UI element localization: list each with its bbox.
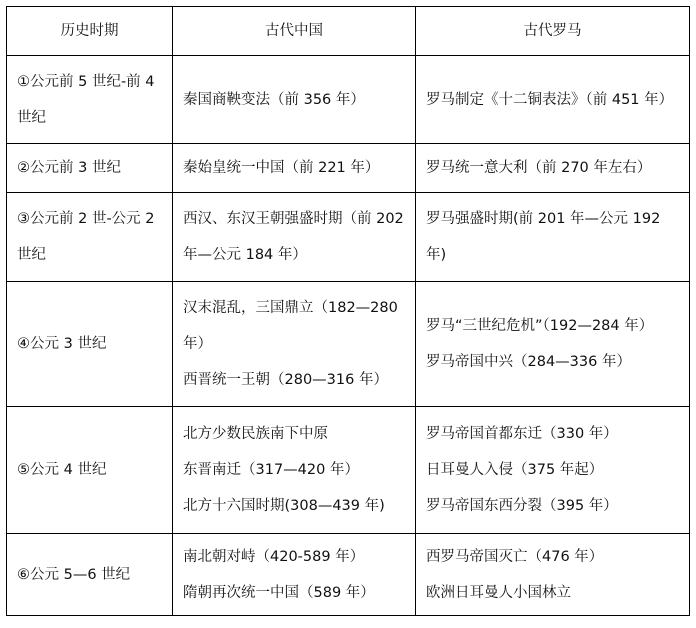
table-row	[7, 193, 690, 282]
rome-cell	[416, 193, 690, 282]
china-cell	[173, 407, 416, 534]
history-comparison-table	[6, 6, 690, 616]
china-event: 西汉、东汉王朝强盛时期（前 202 年—公元 184 年）	[183, 211, 404, 263]
rome-event: 罗马帝国首都东迁（330 年）	[426, 426, 618, 442]
header-row	[7, 7, 690, 56]
table-row	[7, 282, 690, 407]
table-row	[7, 56, 690, 144]
header-china: 古代中国	[173, 7, 416, 56]
rome-cell	[416, 56, 690, 144]
period-cell: ③公元前 2 世-公元 2 世纪	[7, 193, 173, 282]
china-event: 秦始皇统一中国（前 221 年）	[183, 160, 380, 176]
rome-cell	[416, 282, 690, 407]
rome-cell	[416, 534, 690, 616]
rome-event: 罗马帝国东西分裂（395 年）	[426, 498, 618, 514]
china-event: 西晋统一王朝（280—316 年）	[183, 372, 388, 388]
rome-event: 欧洲日耳曼人小国林立	[426, 584, 571, 601]
rome-event: 罗马“三世纪危机”（192—284 年）	[426, 318, 654, 334]
china-event: 北方十六国时期(308—439 年)	[183, 498, 385, 514]
china-cell	[173, 193, 416, 282]
header-rome: 古代罗马	[416, 7, 690, 56]
period-cell: ②公元前 3 世纪	[7, 144, 173, 193]
china-event: 隋朝再次统一中国（589 年）	[183, 584, 375, 601]
china-cell	[173, 282, 416, 407]
period-cell: ⑥公元 5—6 世纪	[7, 534, 173, 616]
rome-cell	[416, 144, 690, 193]
rome-event: 罗马制定《十二铜表法》（前 451 年）	[426, 91, 674, 108]
rome-event: 罗马强盛时期(前 201 年—公元 192 年)	[426, 211, 661, 263]
rome-event: 罗马统一意大利（前 270 年左右）	[426, 160, 652, 176]
rome-event: 日耳曼人入侵（375 年起）	[426, 462, 604, 478]
rome-cell	[416, 407, 690, 534]
period-cell: ①公元前 5 世纪-前 4 世纪	[7, 56, 173, 144]
china-event: 秦国商鞅变法（前 356 年）	[183, 91, 365, 108]
table-row	[7, 144, 690, 193]
china-event: 汉末混乱，三国鼎立（182—280 年）	[183, 300, 398, 352]
china-cell	[173, 144, 416, 193]
table-row	[7, 407, 690, 534]
period-cell: ⑤公元 4 世纪	[7, 407, 173, 534]
china-event: 北方少数民族南下中原	[183, 426, 328, 442]
rome-event: 罗马帝国中兴（284—336 年）	[426, 354, 631, 370]
rome-event: 西罗马帝国灭亡（476 年）	[426, 548, 604, 565]
table-row	[7, 534, 690, 616]
period-cell: ④公元 3 世纪	[7, 282, 173, 407]
china-cell	[173, 534, 416, 616]
china-cell	[173, 56, 416, 144]
china-event: 南北朝对峙（420-589 年）	[183, 548, 365, 565]
china-event: 东晋南迁（317—420 年）	[183, 462, 359, 478]
header-period: 历史时期	[7, 7, 173, 56]
